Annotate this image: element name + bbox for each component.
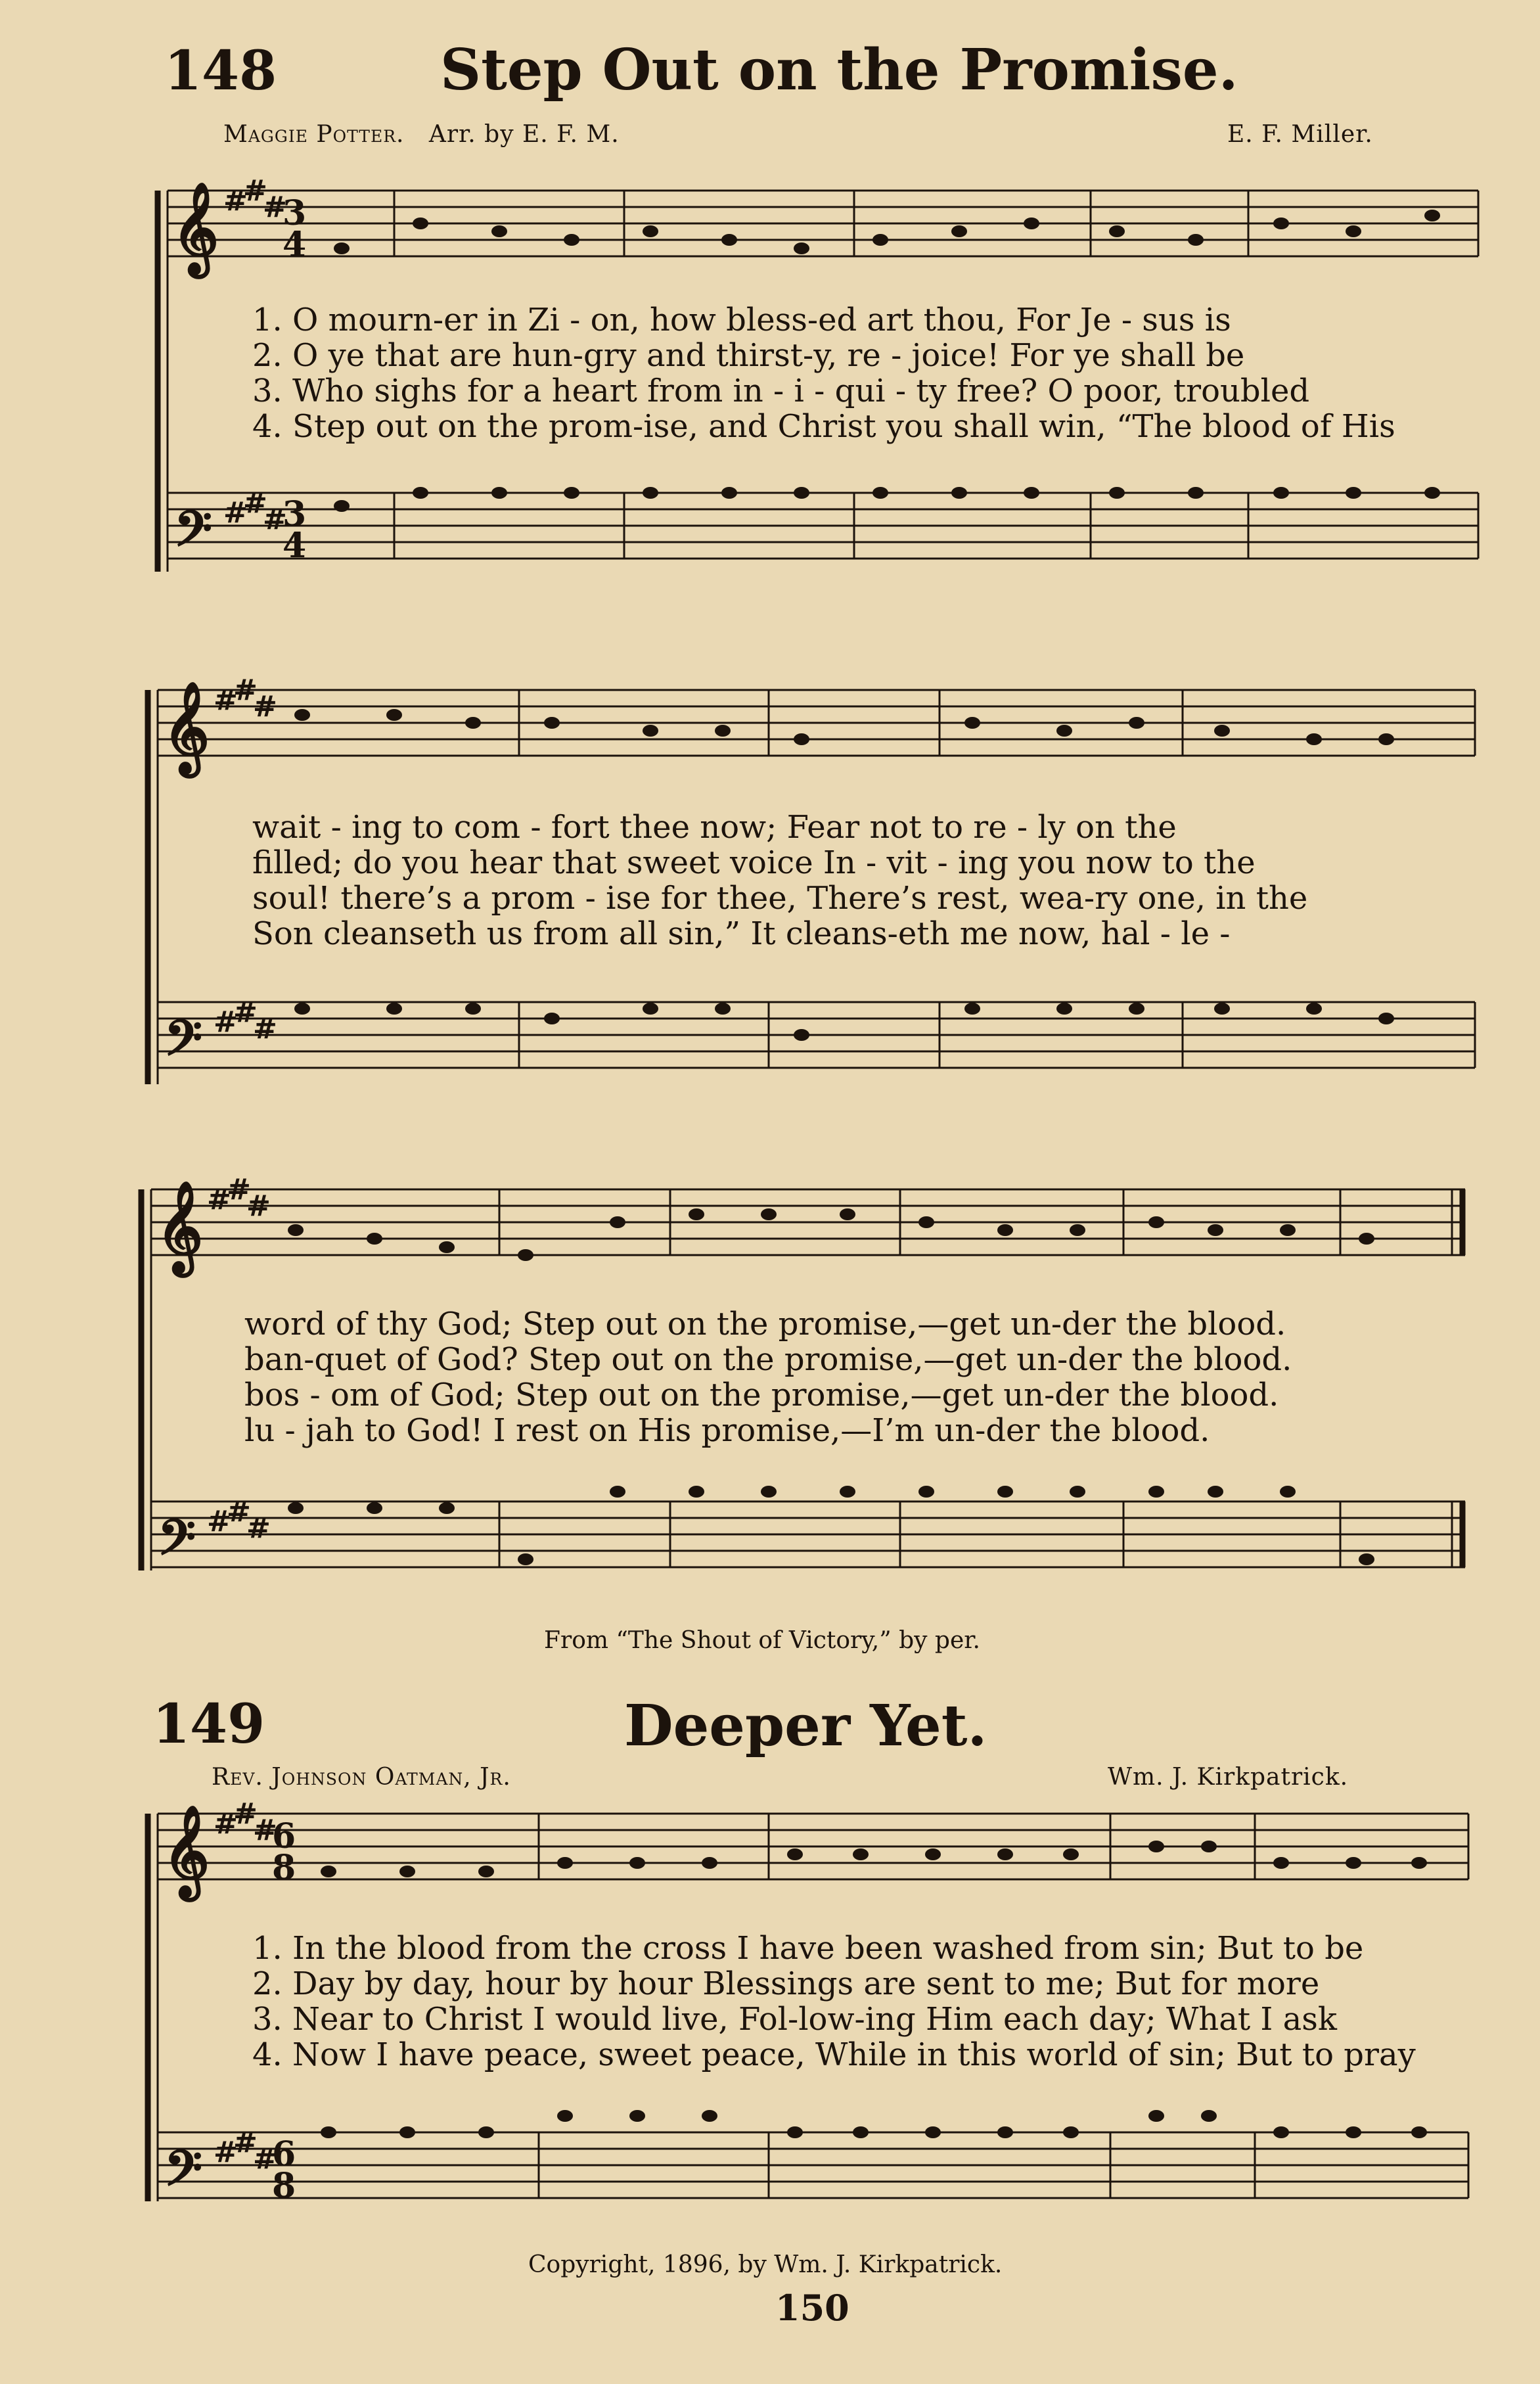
verse-line: bos - om of God; Step out on the promise,—get un-der the blood. <box>244 1377 1279 1413</box>
lyrics-block <box>244 1306 1292 1448</box>
verse-line: 2. O ye that are hun-gry and thirst-y, re - joice! For ye shall be <box>252 337 1245 374</box>
svg-text:𝄞: 𝄞 <box>163 681 210 773</box>
svg-text:#: # <box>263 503 287 536</box>
svg-text:#: # <box>243 177 267 208</box>
svg-text:#: # <box>214 2136 238 2169</box>
svg-text:𝄢: 𝄢 <box>164 1009 202 1079</box>
music-system <box>0 177 1540 598</box>
svg-text:#: # <box>214 1807 238 1841</box>
svg-text:#: # <box>214 683 238 717</box>
verse-line: word of thy God; Step out on the promise,—get un-der the blood. <box>244 1306 1286 1342</box>
words-author: Rev. Johnson Oatman, Jr. <box>212 1764 511 1791</box>
lyrics-block <box>252 1931 1416 2073</box>
verse-line: filled; do you hear that sweet voice In - vit - ing you now to the <box>252 844 1256 881</box>
arranger: Arr. by E. F. M. <box>428 121 620 148</box>
words-credit <box>223 121 620 148</box>
verse-line: 4. Now I have peace, sweet peace, While in this world of sin; But to pray <box>252 2036 1416 2073</box>
verse-line: 4. Step out on the prom-ise, and Christ you shall win, “The blood of His <box>252 408 1395 445</box>
svg-text:𝄞: 𝄞 <box>156 1180 203 1273</box>
music-system <box>0 677 1540 1097</box>
lyrics-block <box>252 302 1395 444</box>
svg-text:#: # <box>253 690 277 723</box>
source-note: From “The Shout of Victory,” by per. <box>544 1627 980 1654</box>
verse-line: ban-quet of God? Step out on the promise,—get un-der the blood. <box>244 1341 1292 1378</box>
svg-text:#: # <box>253 1814 277 1847</box>
verse-line: 3. Who sighs for a heart from in - i - qui - ty free? O poor, troubled <box>252 373 1310 409</box>
svg-text:#: # <box>223 184 248 218</box>
svg-text:#: # <box>223 496 248 530</box>
svg-text:#: # <box>243 486 267 520</box>
verse-line: 3. Near to Christ I would live, Fol-low-ing Him each day; What I ask <box>252 2001 1337 2038</box>
hymn-title: Deeper Yet. <box>624 1693 987 1759</box>
svg-text:𝄞: 𝄞 <box>163 1804 210 1897</box>
svg-text:#: # <box>263 191 287 224</box>
hymn-title: Step Out on the Promise. <box>440 37 1238 103</box>
svg-text:𝄢: 𝄢 <box>174 500 212 570</box>
svg-text:3: 3 <box>283 193 307 233</box>
svg-text:𝄢: 𝄢 <box>164 2140 202 2209</box>
svg-text:#: # <box>207 1183 231 1216</box>
verse-line: 2. Day by day, hour by hour Blessings are sent to me; But for more <box>252 1965 1320 2002</box>
svg-text:6: 6 <box>272 2134 296 2174</box>
music-credit: E. F. Miller. <box>1227 121 1373 148</box>
svg-text:3: 3 <box>283 494 307 534</box>
svg-text:𝄢: 𝄢 <box>158 1509 196 1578</box>
verse-line: 1. In the blood from the cross I have been washed from sin; But to be <box>252 1930 1364 1967</box>
svg-text:8: 8 <box>272 1848 296 1888</box>
verse-line: Son cleanseth us from all sin,” It cleans-eth me now, hal - le - <box>252 915 1231 952</box>
svg-text:4: 4 <box>283 526 307 566</box>
svg-text:#: # <box>246 1189 271 1223</box>
svg-text:6: 6 <box>272 1816 296 1856</box>
verse-line: lu - jah to God! I rest on His promise,—I’m un-der the blood. <box>244 1412 1210 1449</box>
hymn-number: 148 <box>164 39 277 103</box>
music-credit: Wm. J. Kirkpatrick. <box>1108 1764 1349 1791</box>
copyright-note: Copyright, 1896, by Wm. J. Kirkpatrick. <box>528 2251 1003 2278</box>
music-system <box>0 1800 1540 2234</box>
svg-text:#: # <box>233 1800 258 1831</box>
svg-text:#: # <box>253 1012 277 1045</box>
lyrics-block <box>252 810 1307 951</box>
svg-text:#: # <box>246 1511 271 1545</box>
page-number: 150 <box>775 2287 849 2329</box>
verse-line: 1. O mourn-er in Zi - on, how bless-ed art thou, For Je - sus is <box>252 302 1231 338</box>
svg-text:𝄞: 𝄞 <box>172 181 219 274</box>
music-system <box>0 1176 1540 1597</box>
svg-text:#: # <box>233 2126 258 2159</box>
verse-line: soul! there’s a prom - ise for thee, There’s rest, wea-ry one, in the <box>252 880 1308 917</box>
hymn-number: 149 <box>152 1693 265 1756</box>
svg-text:8: 8 <box>272 2166 296 2206</box>
words-author: Maggie Potter. <box>223 121 405 148</box>
svg-text:#: # <box>227 1176 251 1206</box>
svg-text:#: # <box>207 1505 231 1538</box>
svg-text:#: # <box>233 996 258 1029</box>
words-credit <box>212 1764 511 1791</box>
svg-text:4: 4 <box>283 225 307 265</box>
svg-text:#: # <box>233 677 258 707</box>
svg-text:#: # <box>253 2142 277 2176</box>
verse-line: wait - ing to com - fort thee now; Fear not to re - ly on the <box>252 809 1177 846</box>
svg-text:#: # <box>214 1005 238 1039</box>
svg-text:#: # <box>227 1495 251 1528</box>
